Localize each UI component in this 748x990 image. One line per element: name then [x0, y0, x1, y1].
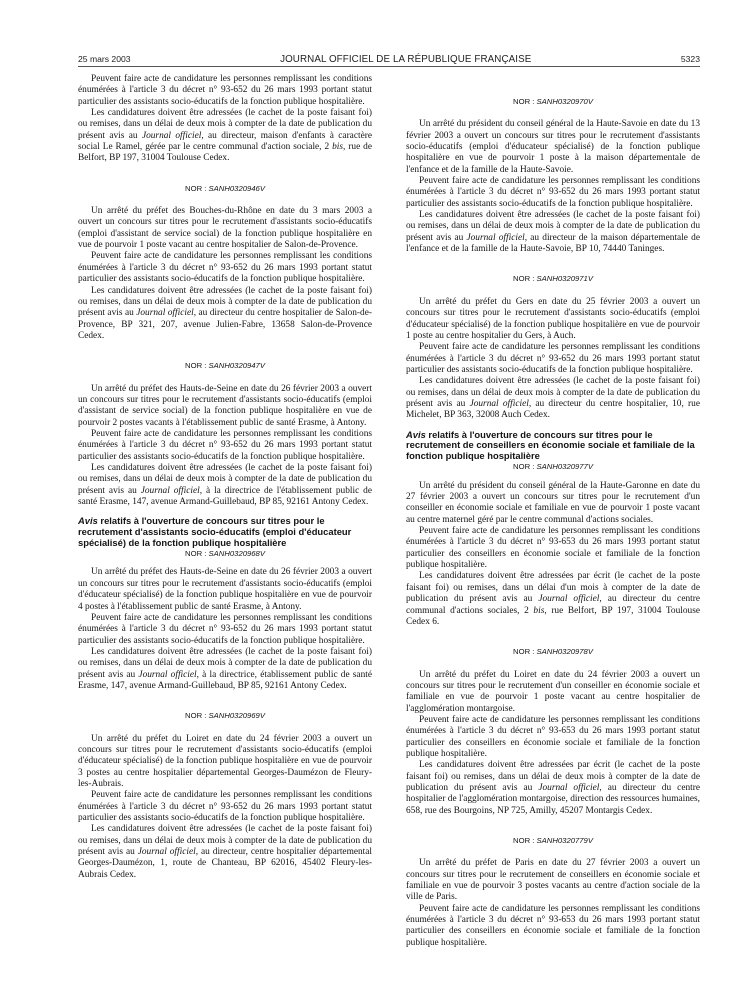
nor-reference	[406, 461, 700, 472]
paragraph: Un arrêté du préfet des Hauts-de-Seine en date du 26 février 2003 a ouvert un concours sur titres pour le recrutement d'assistants socio-éducatifs (emploi d'éducateur spécialisé) de la fonction publique hospitalière en vue de pourvoir 4 postes à l'établissement public de santé Erasme, à Antony.	[78, 567, 372, 612]
page-number: 5323	[680, 54, 700, 64]
nor-code: SANH0320779V	[536, 836, 593, 845]
nor-label: NOR :	[513, 97, 535, 106]
nor-label: NOR :	[513, 462, 535, 472]
journal-title: JOURNAL OFFICIEL DE LA RÉPUBLIQUE FRANÇAISE	[280, 54, 532, 65]
page-header	[78, 54, 700, 65]
paragraph: Les candidatures doivent être adressées (le cachet de la poste faisant foi) ou remises, dans un délai de deux mois à compter de la date de publication du présent avis au Journal officiel, à la directrice de l'établissement public de santé Erasme, 147, avenue Armand-Guillebaud, BP 85, 92161 Antony Cedex.	[78, 462, 372, 507]
heading-text: relatifs à l'ouverture de concours sur titres pour le recrutement d'assistants socio-éducatifs (emploi d'éducateur spécialisé) de la fonction publique hospitalière	[78, 515, 352, 548]
nor-reference	[78, 360, 372, 371]
paragraph: Peuvent faire acte de candidature les personnes remplissant les conditions énumérées à l'article 3 du décret n° 93-652 du 26 mars 1993 portant statut particulier des assistants socio-éducatifs de la fonction publique hospitalière.	[78, 612, 372, 646]
paragraph: Les candidatures doivent être adressées (le cachet de la poste faisant foi) ou remises, dans un délai de deux mois à compter de la date de publication du présent avis au Journal officiel, au directeur de la maison départementale de l'enfance et de la famille de la Haute-Savoie, BP 10, 74440 Taninges.	[406, 210, 700, 255]
nor-code: SANH0320946V	[208, 183, 265, 193]
paragraph: Peuvent faire acte de candidature les personnes remplissant les conditions énumérées à l'article 3 du décret n° 93-652 du 26 mars 1993 portant statut particulier des assistants socio-éducatifs de la fonction publique hospitalière.	[78, 428, 372, 462]
nor-label: NOR :	[513, 647, 535, 657]
paragraph: Les candidatures doivent être adressées (le cachet de la poste faisant foi) ou remises, dans un délai de deux mois à compter de la date de publication du présent avis au Journal officiel, au directeur du centre hospitalier, 10, rue Michelet, BP 363, 32008 Auch Cedex.	[406, 376, 700, 421]
nor-reference	[406, 96, 700, 107]
nor-reference	[406, 646, 700, 657]
left-column	[78, 74, 372, 980]
nor-code: SANH0320968V	[208, 549, 265, 559]
nor-reference	[406, 273, 700, 284]
paragraph: Un arrêté du président du conseil général de la Haute-Garonne en date du 27 février 2003 a ouvert un concours sur titres pour le recrutement d'un conseiller en économie sociale et familiale en vue de pourvoir 1 poste vacant au centre maternel géré par le centre communal d'actions sociales.	[406, 480, 700, 525]
paragraph: Un arrêté du préfet des Bouches-du-Rhône en date du 3 mars 2003 a ouvert un concours sur titres pour le recrutement d'assistants socio-éducatifs (emploi d'assistant de service social) de la fonction publique hospitalière en vue de pourvoir 1 poste vacant au centre hospitalier de Salon-de-Provence.	[78, 206, 372, 251]
heading-avis: Avis	[406, 428, 426, 440]
paragraph: Peuvent faire acte de candidature les personnes remplissant les conditions énumérées à l'article 3 du décret n° 93-653 du 26 mars 1993 portant statut particulier des conseillers en économie sociale et familiale de la fonction publique hospitalière.	[406, 903, 700, 948]
paragraph: Peuvent faire acte de candidature les personnes remplissant les conditions énumérées à l'article 3 du décret n° 93-652 du 26 mars 1993 portant statut particulier des assistants socio-éducatifs de la fonction publique hospitalière.	[78, 251, 372, 285]
paragraph: Les candidatures doivent être adressées par écrit (le cachet de la poste faisant foi) ou remises, dans un délai de deux mois à compter de la date de publication du présent avis au Journal officiel, au directeur du centre hospitalier de l'agglomération montargoise, direction des ressources humaines, 658, rue des Bourgoins, NP 725, Amilly, 45207 Montargis Cedex.	[406, 760, 700, 816]
heading-text: relatifs à l'ouverture de concours sur titres pour le recrutement de conseillers en économie sociale et familiale de la fonction publique hospitalière	[406, 428, 695, 461]
paragraph: Les candidatures doivent être adressées (le cachet de la poste faisant foi) ou remises, dans un délai de deux mois à compter de la date de publication du présent avis au Journal officiel, au directeur, maison d'enfants à caractère social Le Ramel, gérée par le centre communal d'action sociale, 2 bis, rue de Belfort, BP 197, 31004 Toulouse Cedex.	[78, 108, 372, 164]
paragraph: Peuvent faire acte de candidature les personnes remplissant les conditions énumérées à l'article 3 du décret n° 93-652 du 26 mars 1993 portant statut particulier des assistants socio-éducatifs de la fonction publique hospitalière.	[78, 74, 372, 107]
paragraph: Les candidatures doivent être adressées (le cachet de la poste faisant foi) ou remises, dans un délai de deux mois à compter de la date de publication du présent avis au Journal officiel, au directeur, centre hospitalier départemental Georges-Daumézon, 1, route de Chanteau, BP 62016, 45402 Fleury-les-Aubrais Cedex.	[78, 824, 372, 880]
paragraph: Les candidatures doivent être adressées par écrit (le cachet de la poste faisant foi) ou remises, dans un délai d'un mois à compter de la date de publication du présent avis au Journal officiel, au directeur du centre communal d'actions sociales, 2 bis, rue Belfort, BP 197, 31004 Toulouse Cedex 6.	[406, 571, 700, 627]
nor-reference	[78, 183, 372, 194]
paragraph: Les candidatures doivent être adressées (le cachet de la poste faisant foi) ou remises, dans un délai de deux mois à compter de la date de publication du présent avis au Journal officiel, au directeur du centre hospitalier de Salon-de-Provence, BP 321, 207, avenue Julien-Fabre, 13658 Salon-de-Provence Cedex.	[78, 285, 372, 341]
nor-code: SANH0320947V	[208, 361, 265, 371]
paragraph: Peuvent faire acte de candidature les personnes remplissant les conditions énumérées à l'article 3 du décret n° 93-652 du 26 mars 1993 portant statut particulier des assistants socio-éducatifs de la fonction publique hospitalière.	[406, 176, 700, 209]
nor-code: SANH0320971V	[536, 274, 593, 284]
nor-reference	[78, 710, 372, 721]
section-heading	[406, 430, 700, 462]
nor-label: NOR :	[513, 274, 535, 284]
paragraph: Un arrêté du préfet des Hauts-de-Seine en date du 26 février 2003 a ouvert un concours sur titres pour le recrutement d'assistants socio-éducatifs (emploi d'assistant de service social) de la fonction publique hospitalière en vue de pourvoir 2 postes vacants à l'établissement public de santé Erasme, à Antony.	[78, 383, 372, 428]
paragraph: Un arrêté du préfet du Loiret en date du 24 février 2003 a ouvert un concours sur titres pour le recrutement d'assistants socio-éducatifs (emploi d'éducateur spécialisé) de la fonction publique hospitalière en vue de pourvoir 3 postes au centre hospitalier départemental Georges-Daumézon de Fleury-les-Aubrais.	[78, 733, 372, 789]
text-columns	[78, 74, 700, 980]
right-column	[406, 74, 700, 980]
nor-code: SANH0320978V	[536, 647, 593, 657]
nor-code: SANH0320969V	[208, 711, 265, 721]
nor-label: NOR :	[513, 836, 535, 845]
section-heading	[78, 516, 372, 548]
paragraph: Peuvent faire acte de candidature les personnes remplissant les conditions énumérées à l'article 3 du décret n° 93-653 du 26 mars 1993 portant statut particulier des conseillers en économie sociale et familiale de la fonction publique hospitalière.	[406, 714, 700, 759]
paragraph: Un arrêté du préfet du Loiret en date du 24 février 2003 a ouvert un concours sur titres pour le recrutement d'un conseiller en économie sociale et familiale en vue de pourvoir 1 poste vacant au centre hospitalier de l'agglomération montargoise.	[406, 669, 700, 714]
nor-label: NOR :	[185, 711, 207, 721]
paragraph: Un arrêté du préfet de Paris en date du 27 février 2003 a ouvert un concours sur titres pour le recrutement de conseillers en économie sociale et familiale en vue de pourvoir 3 postes vacants au centre d'action sociale de la ville de Paris.	[406, 858, 700, 903]
issue-date: 25 mars 2003	[78, 54, 131, 64]
nor-reference	[78, 548, 372, 559]
header-rule	[78, 66, 700, 67]
nor-label: NOR :	[185, 183, 207, 193]
paragraph: Les candidatures doivent être adressées (le cachet de la poste faisant foi) ou remises, dans un délai de deux mois à compter de la date de publication du présent avis au Journal officiel, à la directrice, établissement public de santé Erasme, 147, avenue Armand-Guillebaud, BP 85, 92161 Antony Cedex.	[78, 646, 372, 691]
nor-code: SANH0320977V	[536, 462, 593, 472]
nor-label: NOR :	[185, 549, 207, 559]
nor-label: NOR :	[185, 361, 207, 371]
nor-reference	[406, 835, 700, 846]
nor-code: SANH0320970V	[536, 97, 593, 106]
heading-avis: Avis	[78, 515, 98, 527]
paragraph: Peuvent faire acte de candidature les personnes remplissant les conditions énumérées à l'article 3 du décret n° 93-653 du 26 mars 1993 portant statut particulier des conseillers en économie sociale et familiale de la fonction publique hospitalière.	[406, 526, 700, 571]
paragraph: Un arrêté du président du conseil général de la Haute-Savoie en date du 13 février 2003 a ouvert un concours sur titres pour le recrutement d'assistants socio-éducatifs (emploi d'éducateur spécialisé) de la fonction publique hospitalière en vue de pourvoir 1 poste à la maison départementale de l'enfance et de la famille de la Haute-Savoie.	[406, 119, 700, 175]
paragraph: Un arrêté du préfet du Gers en date du 25 février 2003 a ouvert un concours sur titres pour le recrutement d'assistants socio-éducatifs (emploi d'éducateur spécialisé) de la fonction publique hospitalière en vue de pourvoir 1 poste au centre hospitalier du Gers, à Auch.	[406, 296, 700, 341]
paragraph: Peuvent faire acte de candidature les personnes remplissant les conditions énumérées à l'article 3 du décret n° 93-652 du 26 mars 1993 portant statut particulier des assistants socio-éducatifs de la fonction publique hospitalière.	[406, 342, 700, 375]
paragraph: Peuvent faire acte de candidature les personnes remplissant les conditions énumérées à l'article 3 du décret n° 93-652 du 26 mars 1993 portant statut particulier des assistants socio-éducatifs de la fonction publique hospitalière.	[78, 790, 372, 823]
